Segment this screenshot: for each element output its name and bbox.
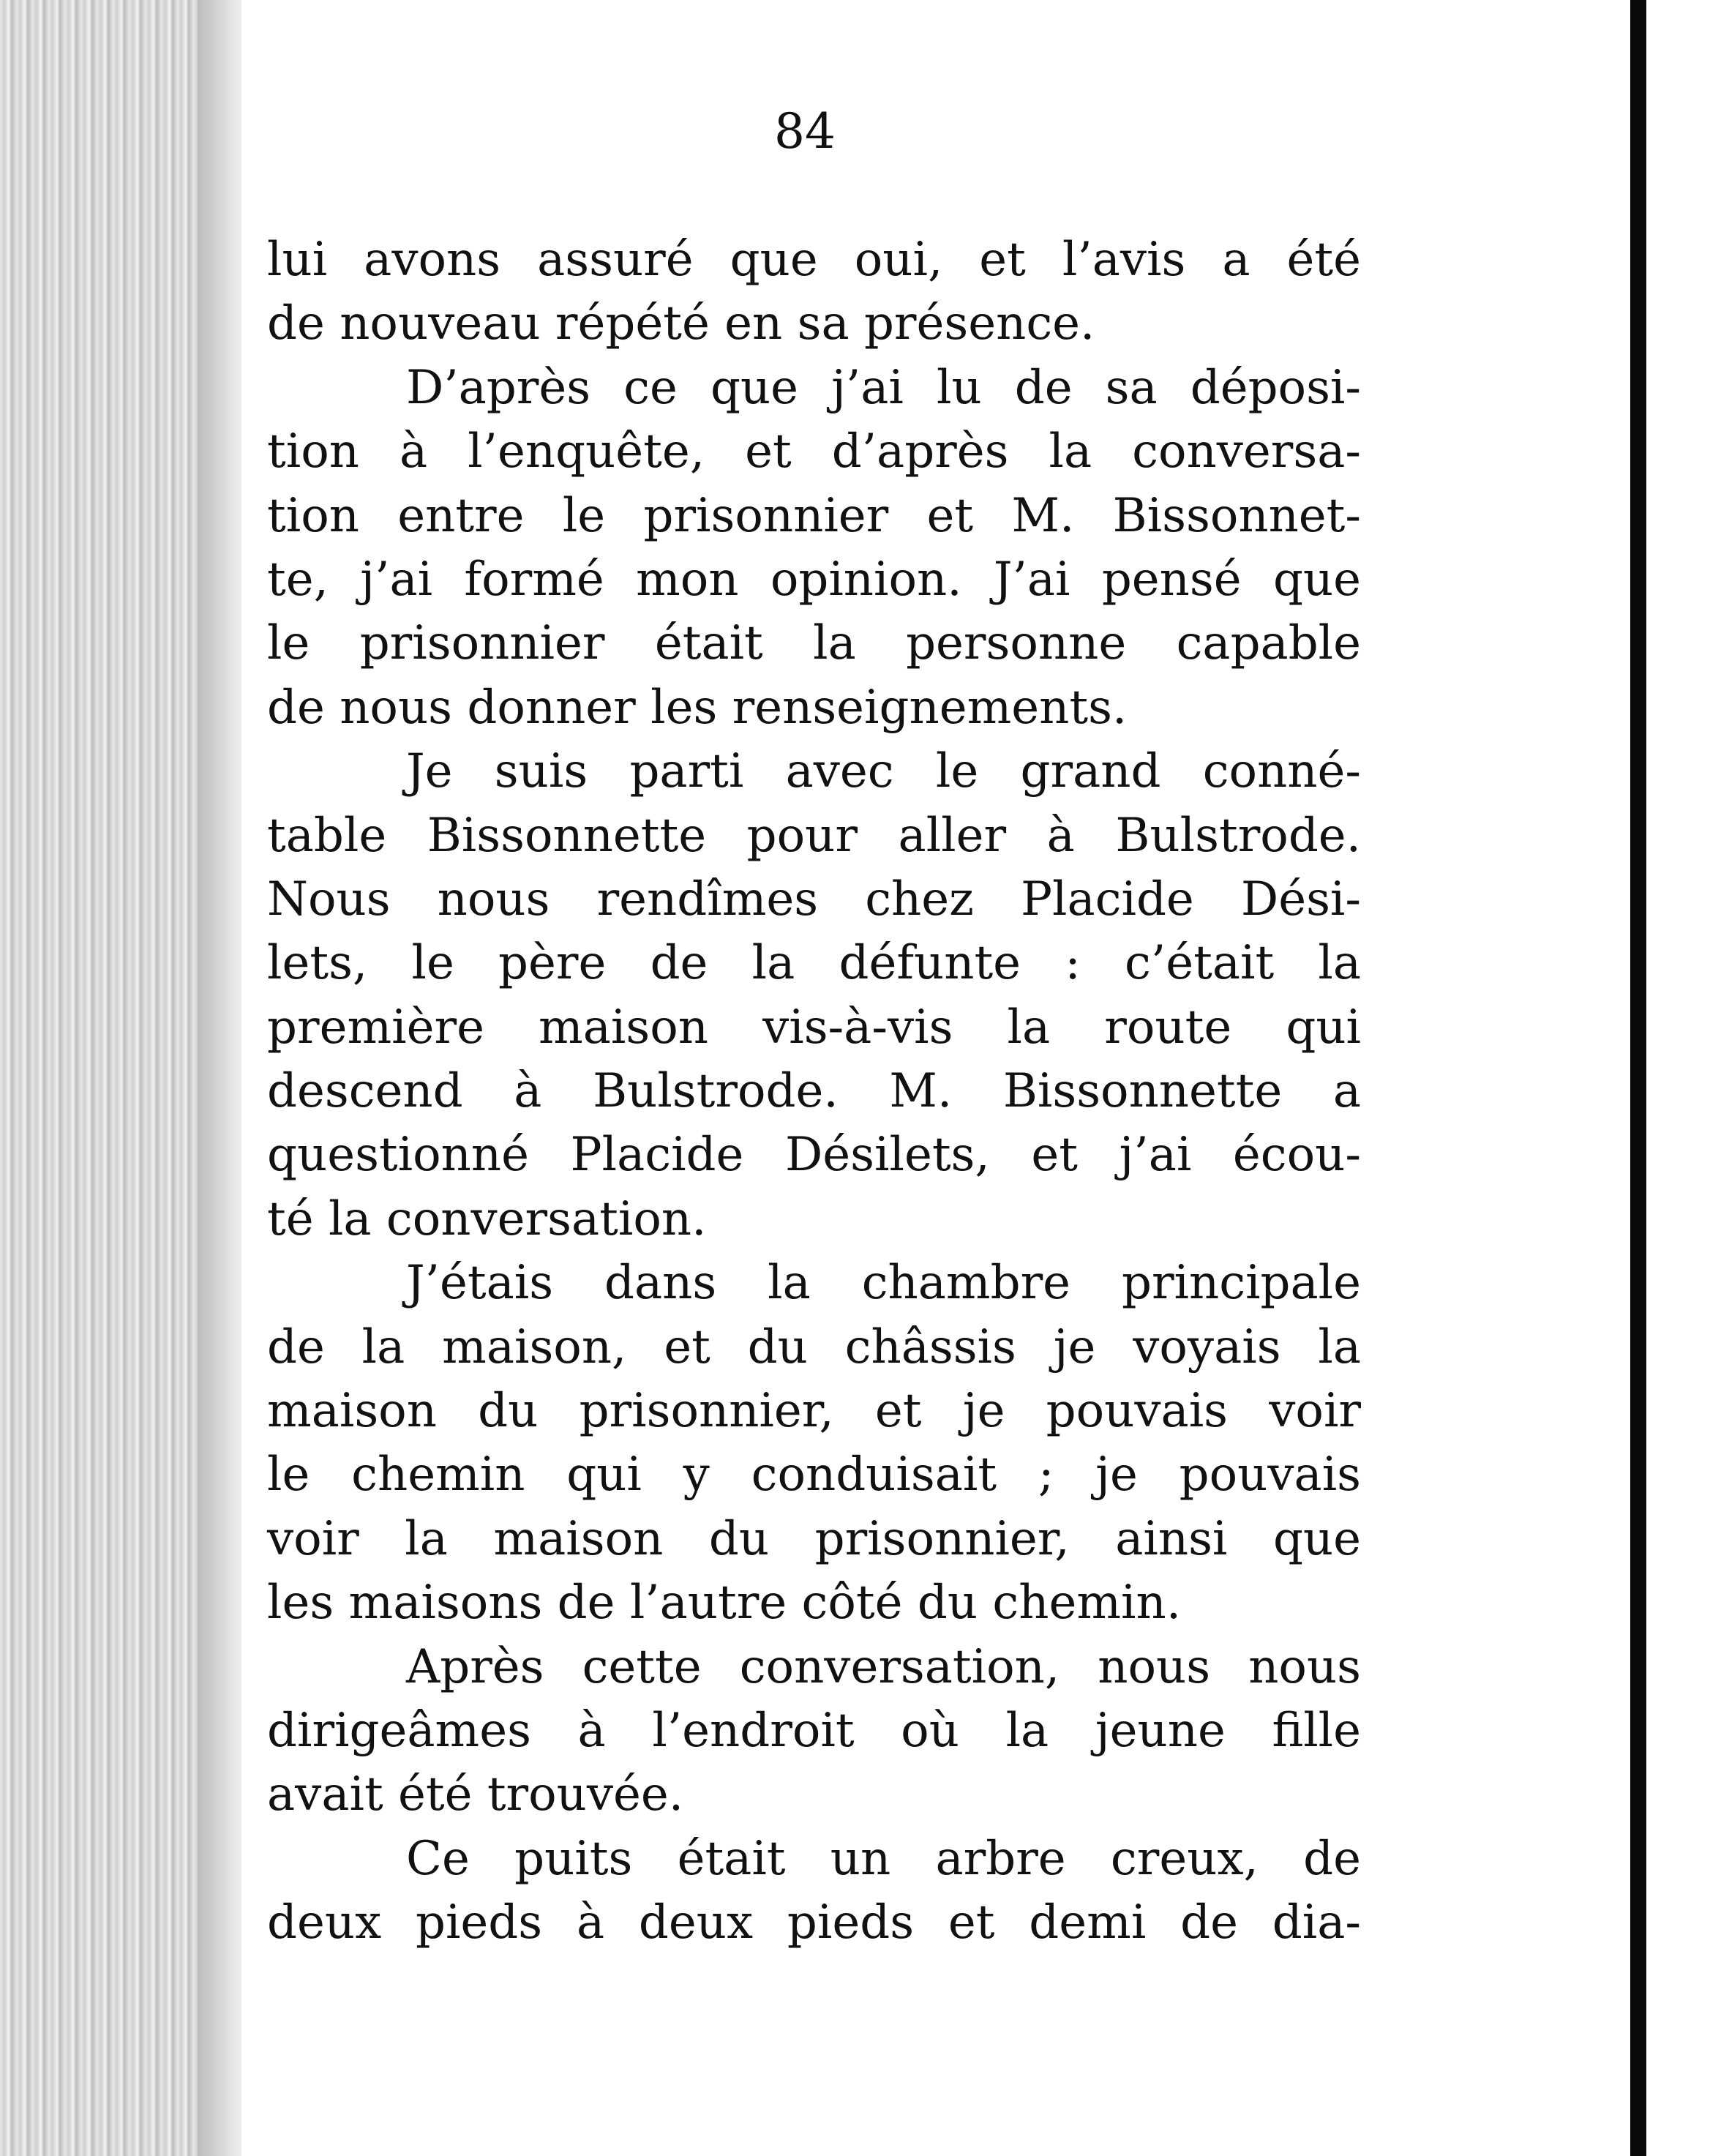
text-line: deux pieds à deux pieds et demi de dia- bbox=[267, 1895, 1361, 1950]
text-line: table Bissonnette pour aller à Bulstrode. bbox=[267, 808, 1361, 863]
page-number: 84 bbox=[774, 103, 836, 160]
text-line: avait été trouvée. bbox=[267, 1767, 684, 1822]
text-line: te, j’ai formé mon opinion. J’ai pensé que bbox=[267, 552, 1361, 607]
text-line: de la maison, et du châssis je voyais la bbox=[267, 1320, 1361, 1374]
text-line: de nous donner les renseignements. bbox=[267, 680, 1128, 735]
text-line: Je suis parti avec le grand conné- bbox=[406, 744, 1361, 799]
text-line: questionné Placide Désilets, et j’ai écou- bbox=[267, 1128, 1361, 1183]
text-line: les maisons de l’autre côté du chemin. bbox=[267, 1576, 1182, 1631]
page-edge-stack bbox=[0, 0, 241, 2156]
text-line: tion entre le prisonnier et M. Bissonnet- bbox=[267, 488, 1361, 543]
text-line: tion à l’enquête, et d’après la conversa- bbox=[267, 424, 1361, 479]
text-line: J’étais dans la chambre principale bbox=[406, 1256, 1361, 1311]
text-line: le chemin qui y conduisait ; je pouvais bbox=[267, 1448, 1361, 1502]
body-text bbox=[267, 228, 1361, 1955]
text-line: té la conversation. bbox=[267, 1191, 707, 1246]
text-line: voir la maison du prisonnier, ainsi que bbox=[267, 1511, 1361, 1566]
right-margin bbox=[1646, 0, 1710, 2156]
text-line: Ce puits était un arbre creux, de bbox=[406, 1831, 1361, 1886]
text-line: première maison vis-à-vis la route qui bbox=[267, 1000, 1361, 1055]
text-line: Nous nous rendîmes chez Placide Dési- bbox=[267, 872, 1361, 927]
text-line: maison du prisonnier, et je pouvais voir bbox=[267, 1384, 1361, 1439]
text-line: lui avons assuré que oui, et l’avis a été bbox=[267, 233, 1361, 287]
text-line: Après cette conversation, nous nous bbox=[406, 1639, 1361, 1694]
text-line: le prisonnier était la personne capable bbox=[267, 616, 1361, 671]
text-line: descend à Bulstrode. M. Bissonnette a bbox=[267, 1064, 1361, 1119]
text-line: lets, le père de la défunte : c’était la bbox=[267, 936, 1361, 991]
text-line: de nouveau répété en sa présence. bbox=[267, 296, 1095, 351]
text-line: dirigeâmes à l’endroit où la jeune fille bbox=[267, 1703, 1361, 1758]
text-line: D’après ce que j’ai lu de sa déposi- bbox=[406, 360, 1361, 415]
binding-shadow bbox=[1630, 0, 1646, 2156]
